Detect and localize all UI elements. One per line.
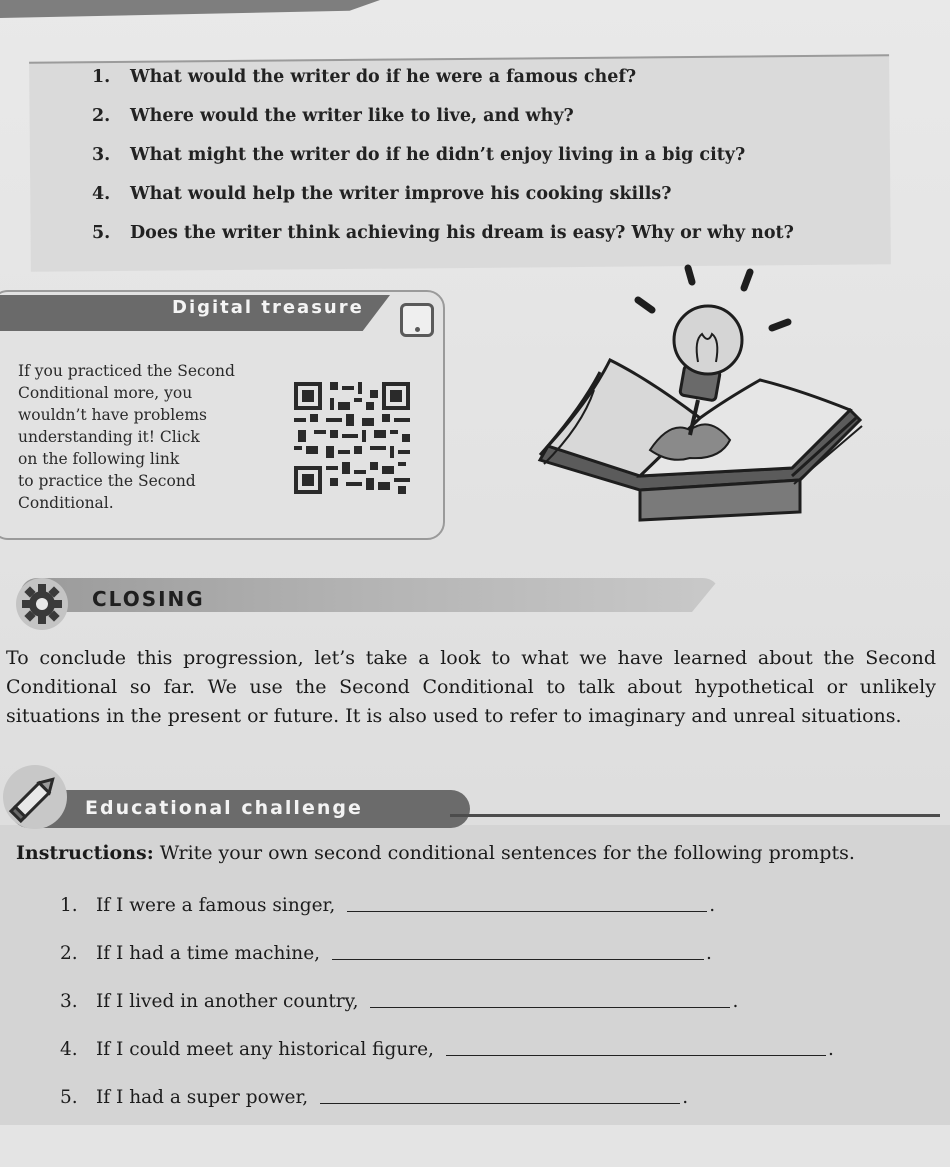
prompt-period: .	[709, 895, 716, 916]
question-text: What might the writer do if he didn’t enjoy living in a big city?	[130, 145, 746, 165]
digital-treasure-title: Digital treasure	[172, 297, 364, 318]
digital-treasure-text	[18, 360, 268, 514]
text-line: to practice the Second	[18, 472, 196, 490]
prompt-text: If I could meet any historical figure,	[96, 1039, 434, 1060]
question-text: Where would the writer like to live, and why?	[130, 106, 574, 126]
prompt-number: 4.	[60, 1039, 78, 1060]
prompt-period: .	[706, 943, 712, 964]
answer-blank[interactable]	[370, 984, 730, 1008]
prompt-number: 2.	[60, 943, 78, 964]
question-text: Does the writer think achieving his dream is easy? Why or why not?	[130, 223, 794, 243]
comprehension-questions	[92, 58, 872, 253]
answer-blank[interactable]	[446, 1032, 826, 1056]
instructions-label: Instructions:	[16, 842, 154, 864]
text-line: If you practiced the Second	[18, 362, 235, 380]
text-line: Conditional.	[18, 494, 114, 512]
prompt-item	[60, 1032, 920, 1080]
prompt-text: If I had a time machine,	[96, 943, 321, 964]
paragraph-line: To conclude this progression, let’s take a look to what we have learned about the Second	[6, 647, 936, 669]
answer-blank[interactable]	[347, 888, 707, 912]
instructions	[16, 842, 855, 864]
question-item	[92, 97, 872, 136]
question-number: 5.	[92, 223, 111, 243]
challenge-title: Educational challenge	[85, 797, 363, 819]
prompt-text: If I lived in another country,	[96, 991, 359, 1012]
question-number: 2.	[92, 106, 111, 126]
prompt-number: 3.	[60, 991, 78, 1012]
answer-blank[interactable]	[320, 1080, 680, 1104]
text-line: wouldn’t have problems	[18, 406, 207, 424]
question-item	[92, 58, 872, 97]
page-bottom	[0, 1125, 950, 1167]
text-line: Conditional more, you	[18, 384, 193, 402]
prompt-list	[60, 888, 920, 1128]
page-edge-shadow	[0, 0, 380, 18]
paragraph-line: situations in the present or future. It is also used to refer to imaginary and unreal situations.	[6, 705, 902, 727]
paragraph-line: Conditional so far. We use the Second Conditional to talk about hypothetical or unlikely	[6, 676, 936, 698]
closing-paragraph	[6, 644, 936, 731]
prompt-period: .	[682, 1087, 689, 1108]
question-number: 3.	[92, 145, 111, 165]
question-item	[92, 214, 872, 253]
question-text: What would help the writer improve his cooking skills?	[130, 184, 672, 204]
answer-blank[interactable]	[332, 936, 704, 960]
gear-icon	[12, 574, 72, 634]
prompt-item	[60, 984, 920, 1032]
question-item	[92, 136, 872, 175]
prompt-text: If I had a super power,	[96, 1087, 309, 1108]
qr-code[interactable]	[293, 382, 411, 494]
prompt-period: .	[732, 991, 739, 1012]
prompt-item	[60, 888, 920, 936]
prompt-text: If I were a famous singer,	[96, 895, 336, 916]
closing-title: CLOSING	[92, 587, 205, 611]
question-text: What would the writer do if he were a famous chef?	[130, 67, 637, 87]
book-lightbulb-illustration	[530, 250, 870, 540]
question-number: 4.	[92, 184, 111, 204]
prompt-number: 1.	[60, 895, 78, 916]
text-line: on the following link	[18, 450, 180, 468]
prompt-number: 5.	[60, 1087, 78, 1108]
text-line: understanding it! Click	[18, 428, 200, 446]
prompt-item	[60, 1080, 920, 1128]
question-number: 1.	[92, 67, 111, 87]
question-item	[92, 175, 872, 214]
smartphone-icon	[400, 303, 434, 337]
challenge-divider	[450, 814, 940, 817]
instructions-text: Write your own second conditional sentences for the following prompts.	[153, 842, 855, 864]
prompt-item	[60, 936, 920, 984]
pencil-icon	[0, 762, 70, 832]
prompt-period: .	[827, 1039, 834, 1060]
